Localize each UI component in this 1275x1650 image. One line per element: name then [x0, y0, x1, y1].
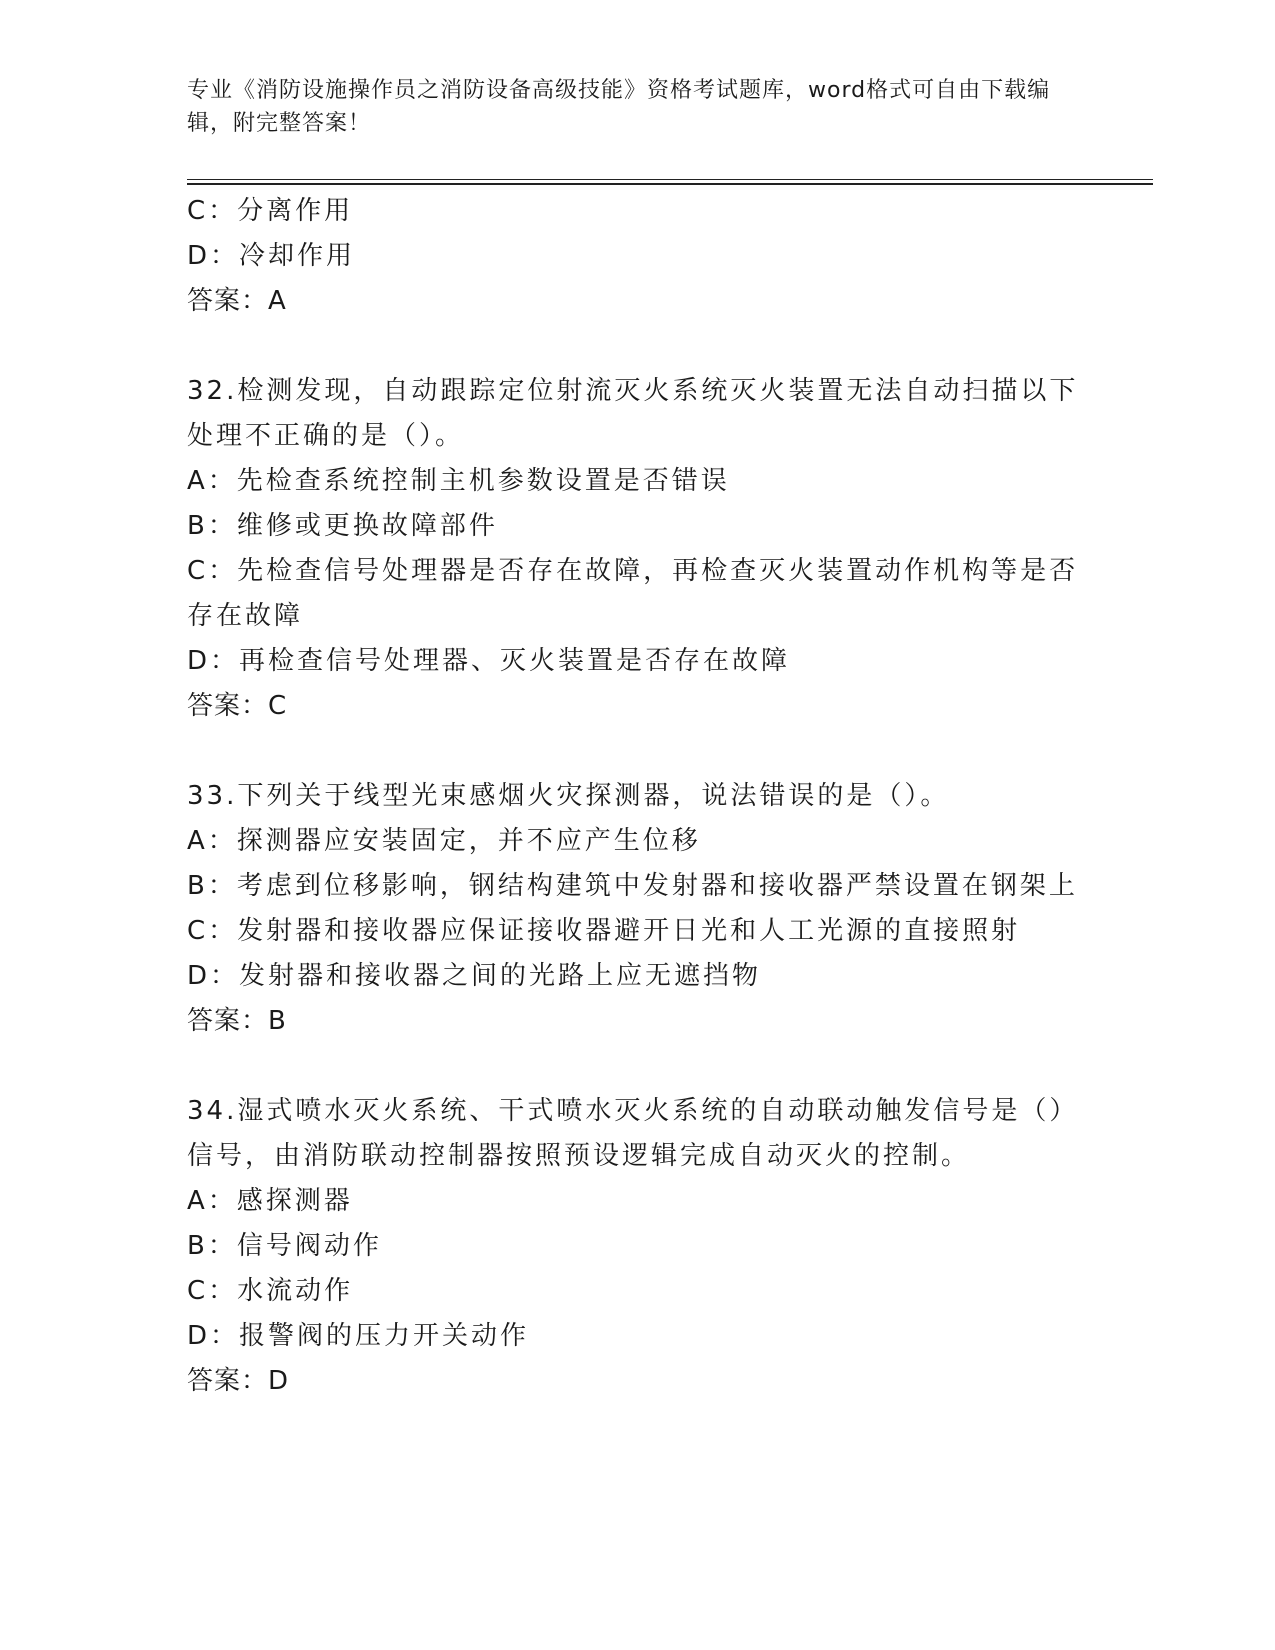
question-34: [187, 1089, 1087, 1404]
header-rule-thin: [187, 179, 1153, 180]
question-stem: 32.检测发现，自动跟踪定位射流灭火系统灭火装置无法自动扫描以下: [187, 376, 1079, 406]
spacer: [187, 1044, 1087, 1089]
option-line: A：探测器应安装固定，并不应产生位移: [187, 826, 701, 856]
question-stem: 33.下列关于线型光束感烟火灾探测器，说法错误的是（）。: [187, 781, 950, 811]
question-stem: 34.湿式喷水灭火系统、干式喷水灭火系统的自动联动触发信号是（）: [187, 1096, 1079, 1126]
question-31-tail: [187, 189, 1087, 324]
option-line: C：水流动作: [187, 1276, 354, 1306]
option-line: D：报警阀的压力开关动作: [187, 1321, 530, 1351]
option-line: D：冷却作用: [187, 241, 356, 271]
header-text: 专业《消防设施操作员之消防设备高级技能》资格考试题库，word格式可自由下载编辑，附完整答案！: [187, 78, 1051, 136]
header-rule-thick: [187, 183, 1153, 185]
option-line: D：发射器和接收器之间的光路上应无遮挡物: [187, 961, 762, 991]
option-line: C：先检查信号处理器是否存在故障，再检查灭火装置动作机构等是否: [187, 556, 1079, 586]
spacer: [187, 729, 1087, 774]
option-line: B：信号阀动作: [187, 1231, 382, 1261]
answer-line: 答案：B: [187, 1006, 287, 1036]
question-stem: 处理不正确的是（）。: [187, 421, 465, 451]
question-stem: 信号，由消防联动控制器按照预设逻辑完成自动灭火的控制。: [187, 1141, 971, 1171]
option-line: B：考虑到位移影响，钢结构建筑中发射器和接收器严禁设置在钢架上: [187, 871, 1078, 901]
answer-line: 答案：A: [187, 286, 287, 316]
option-line: D：再检查信号处理器、灭火装置是否存在故障: [187, 646, 791, 676]
question-33: [187, 774, 1087, 1044]
spacer: [187, 324, 1087, 369]
option-line: C：发射器和接收器应保证接收器避开日光和人工光源的直接照射: [187, 916, 1021, 946]
page-header: [187, 74, 1067, 140]
question-32: [187, 369, 1087, 729]
option-line: C：分离作用: [187, 196, 354, 226]
option-line: A：感探测器: [187, 1186, 353, 1216]
answer-line: 答案：C: [187, 691, 288, 721]
answer-line: 答案：D: [187, 1366, 290, 1396]
option-line: B：维修或更换故障部件: [187, 511, 498, 541]
option-line: A：先检查系统控制主机参数设置是否错误: [187, 466, 730, 496]
question-content: [187, 189, 1087, 1404]
option-line: 存在故障: [187, 601, 304, 631]
